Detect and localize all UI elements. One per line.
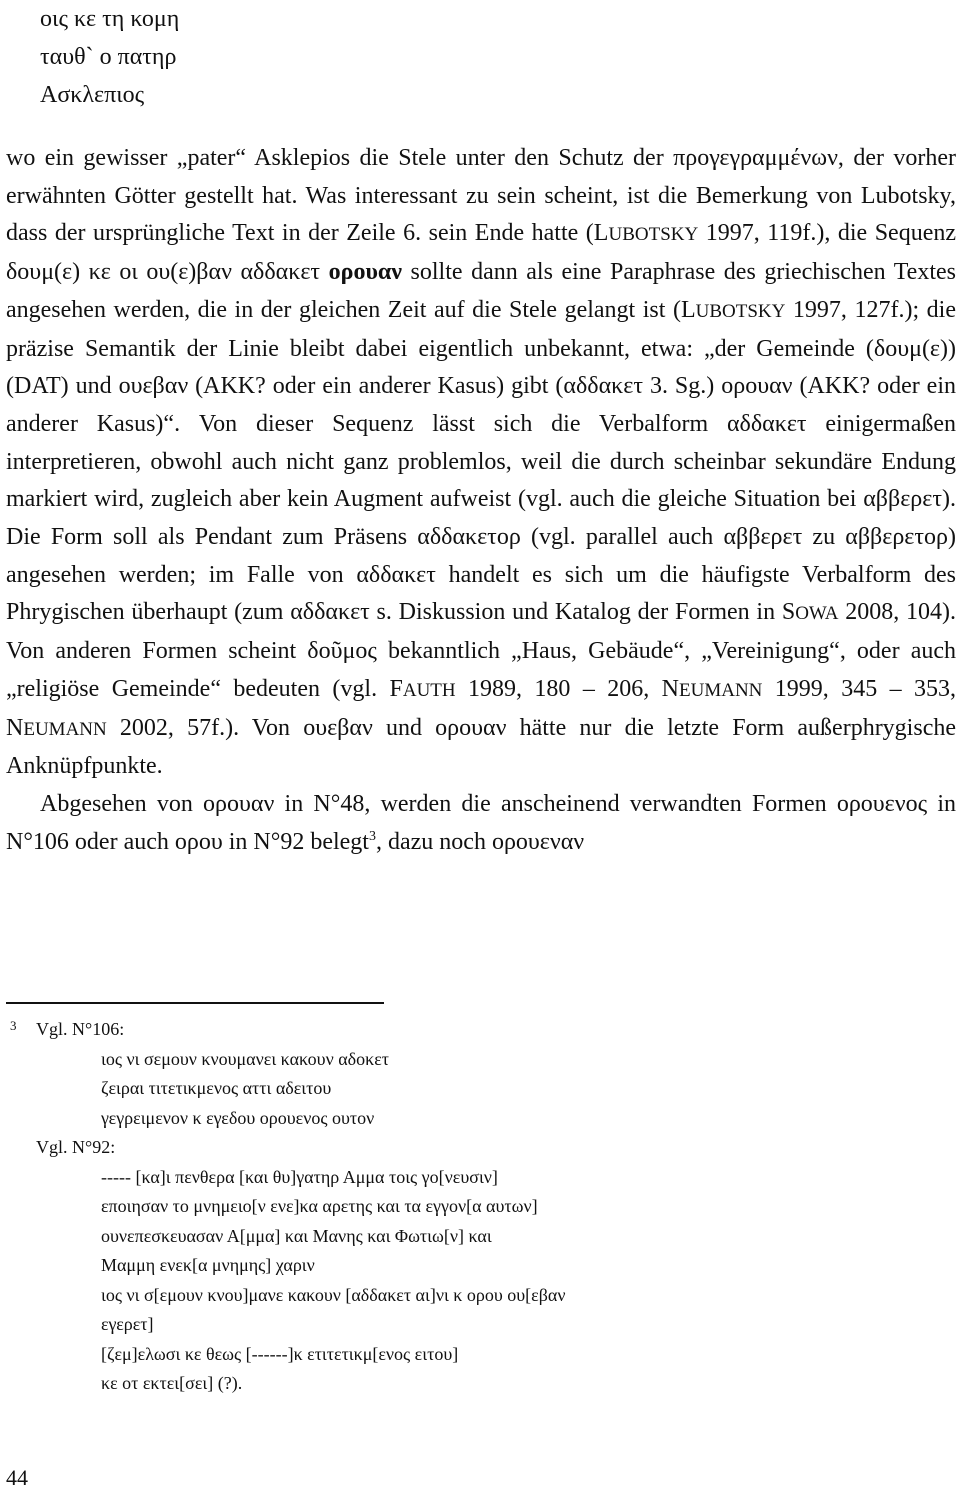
footnote-heading-text: Vgl. N°92: — [36, 1137, 116, 1157]
author-initial: S — [781, 599, 796, 626]
footnote-heading — [6, 1133, 946, 1163]
text-run: Abgesehen von ορουαν in N°48, werden die anscheinend verwandten Formen ορουενος in N°106 oder auch ορου in N°92 belegt — [6, 790, 956, 855]
author-smallcaps: EUMANN — [679, 679, 763, 701]
body-text — [6, 140, 956, 861]
author-smallcaps: EUMANN — [23, 718, 107, 740]
footnote-3 — [6, 1015, 946, 1399]
page-number: 44 — [6, 1465, 28, 1490]
author-initial: N — [661, 675, 679, 702]
text-run: 1997, 127f.); die präzise Semantik der Linie bleibt dabei eigentlich unbekannt, etwa: „der Gemeinde (δουμ(ε)) (DAT) und ουεβαν (AKK? oder ein anderer Kasus) gibt (αδδακετ 3. Sg.) ορουαν (AKK? oder ein anderer Kasus)“. Von dieser Sequenz lässt sich die Verbalform αδδακετ einigermaßen interpretieren, obwohl auch nicht ganz problemlos, weil die durch scheinbar sekundäre Endung markiert wird, zugleich aber kein Augment aufweist (vgl. auch die gleiche Situation bei αββερετ). Die Form soll als Pendant zum Präsens αδδακετορ (vgl. parallel auch αββερετ zu αββερετορ) angesehen werden; im Falle von αδδακετ handelt es sich um die häufigste Verbalform des Phrygischen überhaupt (zum αδδακετ s. Diskussion und Katalog der Formen in — [6, 296, 956, 626]
verse-line: ταυθ` ο πατηρ — [40, 44, 177, 70]
footnote-heading — [6, 1015, 946, 1045]
inscription-line: ουνεπεσκευασαν Α[μμα] και Μανης και Φωτιω[ν] και — [101, 1225, 492, 1246]
footnote-separator — [6, 1002, 384, 1004]
inscription-line: [ζεμ]ελωσι κε θεως [------]κ ετιτετικμ[ενος ειτου] — [101, 1343, 459, 1364]
inscription-line: εγερετ] — [101, 1314, 154, 1334]
author-initial: F — [389, 675, 403, 702]
text-run: sollte dann als eine Paraphrase des griechischen Textes angesehen werden, die in der gleichen Zeit auf die Stele gelangt ist ( — [6, 259, 956, 323]
text-run: 1997, 119f.), die Sequenz δουμ(ε) κε οι ου(ε)βαν αδδακετ — [6, 220, 957, 286]
footnote-reference[interactable]: 3 — [368, 828, 376, 844]
author-smallcaps: OWA — [795, 603, 839, 625]
greek-verse-block — [40, 0, 179, 114]
author-smallcaps: AUTH — [402, 679, 456, 701]
inscription-line: ----- [κα]ι πενθερα [και θυ]γατηρ Αμμα τοις γο[νευσιν] — [101, 1166, 498, 1187]
verse-line: Ασκλεπιος — [40, 82, 145, 108]
bold-term: ορουαν — [328, 259, 403, 286]
author-smallcaps: UBOTSKY — [695, 300, 786, 322]
inscription-line: γεγρειμενον κ εγεδου ορουενος ουτον — [101, 1107, 375, 1128]
inscription-line: Μαμμη ενεκ[α μνημης] χαριν — [101, 1255, 315, 1275]
author-initial: L — [680, 296, 696, 323]
author-initial: L — [593, 220, 609, 247]
footnote-heading-text: Vgl. N°106: — [36, 1019, 125, 1039]
inscription-line: ιος νι σεμουν κνουμανει κακουν αδοκετ — [101, 1048, 389, 1069]
inscription-line: ζειραι τιτετικμενος αττι αδειτου — [101, 1078, 332, 1098]
text-run: , dazu noch ορουεναν — [375, 828, 585, 855]
author-smallcaps: UBOTSKY — [608, 224, 699, 246]
text-run: 1989, 180 – 206, — [455, 675, 662, 702]
footnote-mark: 3 — [10, 1018, 17, 1033]
inscription-line: κε οτ εκτει[σει] (?). — [101, 1373, 243, 1393]
text-run: 2008, 104). Von anderen Formen scheint δοῦμος bekanntlich „Haus, Gebäude“, „Vereinigung“, oder auch „religiöse Gemeinde“ bedeuten (vgl. — [6, 599, 956, 702]
inscription-line: εποιησαν το μνημειο[ν ενε]κα αρετης και τα εγγον[α αυτων] — [101, 1196, 538, 1216]
text-run: 1999, 345 – 353, — [762, 675, 957, 702]
paragraph-1 — [6, 140, 956, 786]
inscription-line: ιος νι σ[εμουν κνου]μανε κακουν [αδδακετ αι]νι κ ορου ου[εβαν — [101, 1284, 566, 1305]
author-initial: N — [6, 714, 24, 741]
paragraph-2 — [6, 786, 956, 861]
text-run: 2002, 57f.). Von ουεβαν und ορουαν hätte nur die letzte Form außerphrygische Anknüpfpunkte. — [6, 714, 956, 780]
text-run: wo ein gewisser „pater“ Asklepios die Stele unter den Schutz der προγεγραμμένων, der vorher erwähnten Götter gestellt hat. Was interessant zu sein scheint, ist die Bemerkung von Lubotsky, dass der ursprüngliche Text in der Zeile 6. sein Ende hatte ( — [6, 145, 956, 247]
verse-line: οις κε τη κομη — [40, 6, 180, 32]
